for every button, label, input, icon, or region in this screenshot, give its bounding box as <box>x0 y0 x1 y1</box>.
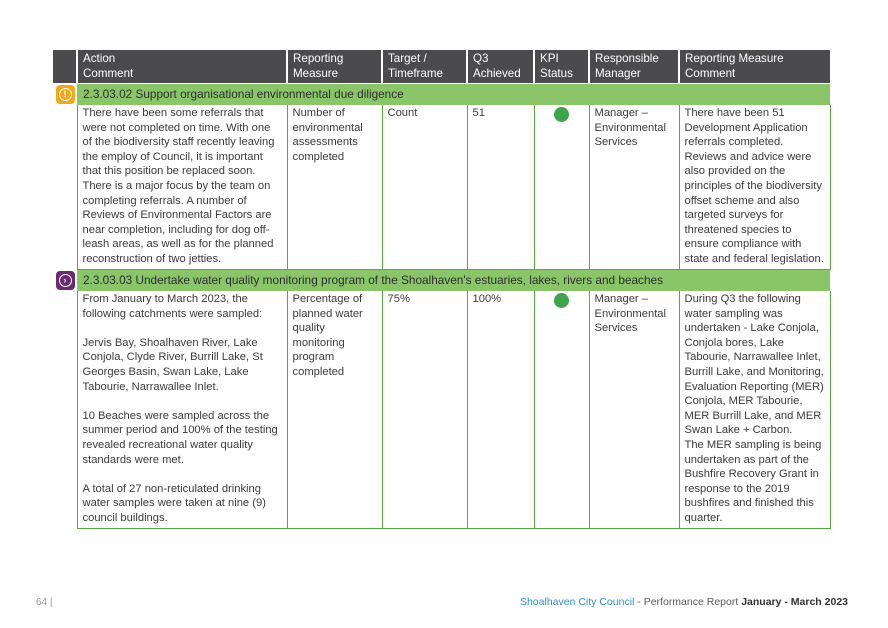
kpi-status-dot <box>554 293 569 308</box>
header-responsible-manager <box>589 50 679 83</box>
manager-cell: Manager – Environmental Services <box>589 291 679 528</box>
table-row <box>53 105 830 269</box>
comment-paragraph: 10 Beaches were sampled across the summer period and 100% of the testing revealed recreational water quality standards were met. <box>82 409 278 466</box>
footer-report-title <box>520 596 848 608</box>
header-kpi-status <box>534 50 589 83</box>
action-comment-cell <box>77 291 287 528</box>
header-line: Measure <box>293 67 339 80</box>
header-line: Reporting Measure <box>685 52 784 65</box>
action-title: 2.3.03.03 Undertake water quality monitoring program of the Shoalhaven's estuaries, lakes, rivers and beaches <box>77 269 830 291</box>
achieved-cell: 100% <box>467 291 534 528</box>
header-line: Achieved <box>473 67 521 80</box>
footer-dash: - <box>634 596 644 608</box>
header-line: Status <box>540 67 573 80</box>
page-number <box>36 597 53 608</box>
comment-paragraph: From January to March 2023, the following catchments were sampled: <box>82 293 263 320</box>
reporting-measure-cell: Number of environmental assessments completed <box>287 105 382 269</box>
action-status-cell <box>53 269 77 291</box>
target-cell: Count <box>382 105 467 269</box>
report-name: Performance Report <box>643 596 742 608</box>
report-period: January - March 2023 <box>741 596 848 608</box>
measure-comment-paragraph: There have been 51 Development Application referrals completed. Reviews and advice were also provided on the principles of the biodiversity offset scheme and also targeted surveys for threatened species to ensure compliance with state and federal legislation. <box>684 107 824 265</box>
target-cell: 75% <box>382 291 467 528</box>
action-status-cell <box>53 83 77 105</box>
header-line: KPI <box>540 52 559 65</box>
measure-comment-cell <box>679 105 830 269</box>
table-header-row <box>53 50 830 83</box>
header-line: Manager <box>595 67 641 80</box>
action-comment-cell <box>77 105 287 269</box>
manager-cell: Manager – Environmental Services <box>589 105 679 269</box>
page-number-value: 64 <box>36 597 48 608</box>
comment-paragraph: Jervis Bay, Shoalhaven River, Lake Conjola, Clyde River, Burrill Lake, St Georges Basin, Swan Lake, Lake Tabourie, Narrawallee Inlet. <box>82 336 263 393</box>
header-line: Q3 <box>473 52 489 65</box>
performance-table <box>53 50 831 529</box>
measure-comment-paragraph: The MER sampling is being undertaken as part of the Bushfire Recovery Grant in response to the 2019 bushfires and finished this quarter. <box>684 438 822 524</box>
organisation-name: Shoalhaven City Council <box>519 596 635 608</box>
measure-comment-cell <box>679 291 830 528</box>
warning-icon: ! <box>56 85 75 104</box>
header-line: Comment <box>83 67 134 80</box>
comment-paragraph: There have been some referrals that were not completed on time. With one of the biodiversity staff recently leaving the employ of Council, it is important that this position be replaced soon. There is a major focus by the team on completing referrals. A number of Reviews of Environmental Factors are near completion, including for dog off-leash areas, as well as for the planned reconstruction of two jetties. <box>82 107 275 265</box>
header-reporting-measure-comment <box>679 50 830 83</box>
reporting-measure-cell: Percentage of planned water quality monitoring program completed <box>287 291 382 528</box>
comment-paragraph: A total of 27 non-reticulated drinking water samples were taken at nine (9) council buildings. <box>82 482 266 524</box>
header-target-timeframe <box>382 50 467 83</box>
header-line: Comment <box>685 67 736 80</box>
kpi-status-dot <box>554 107 569 122</box>
header-line: Action <box>83 52 116 65</box>
header-line: Timeframe <box>388 67 443 80</box>
header-icon-column <box>53 50 77 83</box>
action-title: 2.3.03.02 Support organisational environmental due diligence <box>77 83 830 105</box>
kpi-status-cell <box>534 291 589 528</box>
action-title-row <box>53 269 830 291</box>
header-action-comment <box>77 50 287 83</box>
table-row <box>53 291 830 528</box>
header-reporting-measure <box>287 50 382 83</box>
header-line: Reporting <box>293 52 344 65</box>
header-line: Responsible <box>595 52 659 65</box>
kpi-status-cell <box>534 105 589 269</box>
action-title-row <box>53 83 830 105</box>
header-q3-achieved <box>467 50 534 83</box>
achieved-cell: 51 <box>467 105 534 269</box>
footer-separator: | <box>49 597 53 608</box>
forward-arrow-icon: › <box>56 271 75 290</box>
measure-comment-paragraph: During Q3 the following water sampling was undertaken - Lake Conjola, Conjola bores, Lake Tabourie, Narrawallee Inlet, Burrill Lake, and Monitoring, Evaluation Reporting (MER) Conjola, MER Tabourie, MER Burrill Lake, and MER Swan Lake + Carbon. <box>684 293 824 437</box>
header-line: Target / <box>388 52 427 65</box>
